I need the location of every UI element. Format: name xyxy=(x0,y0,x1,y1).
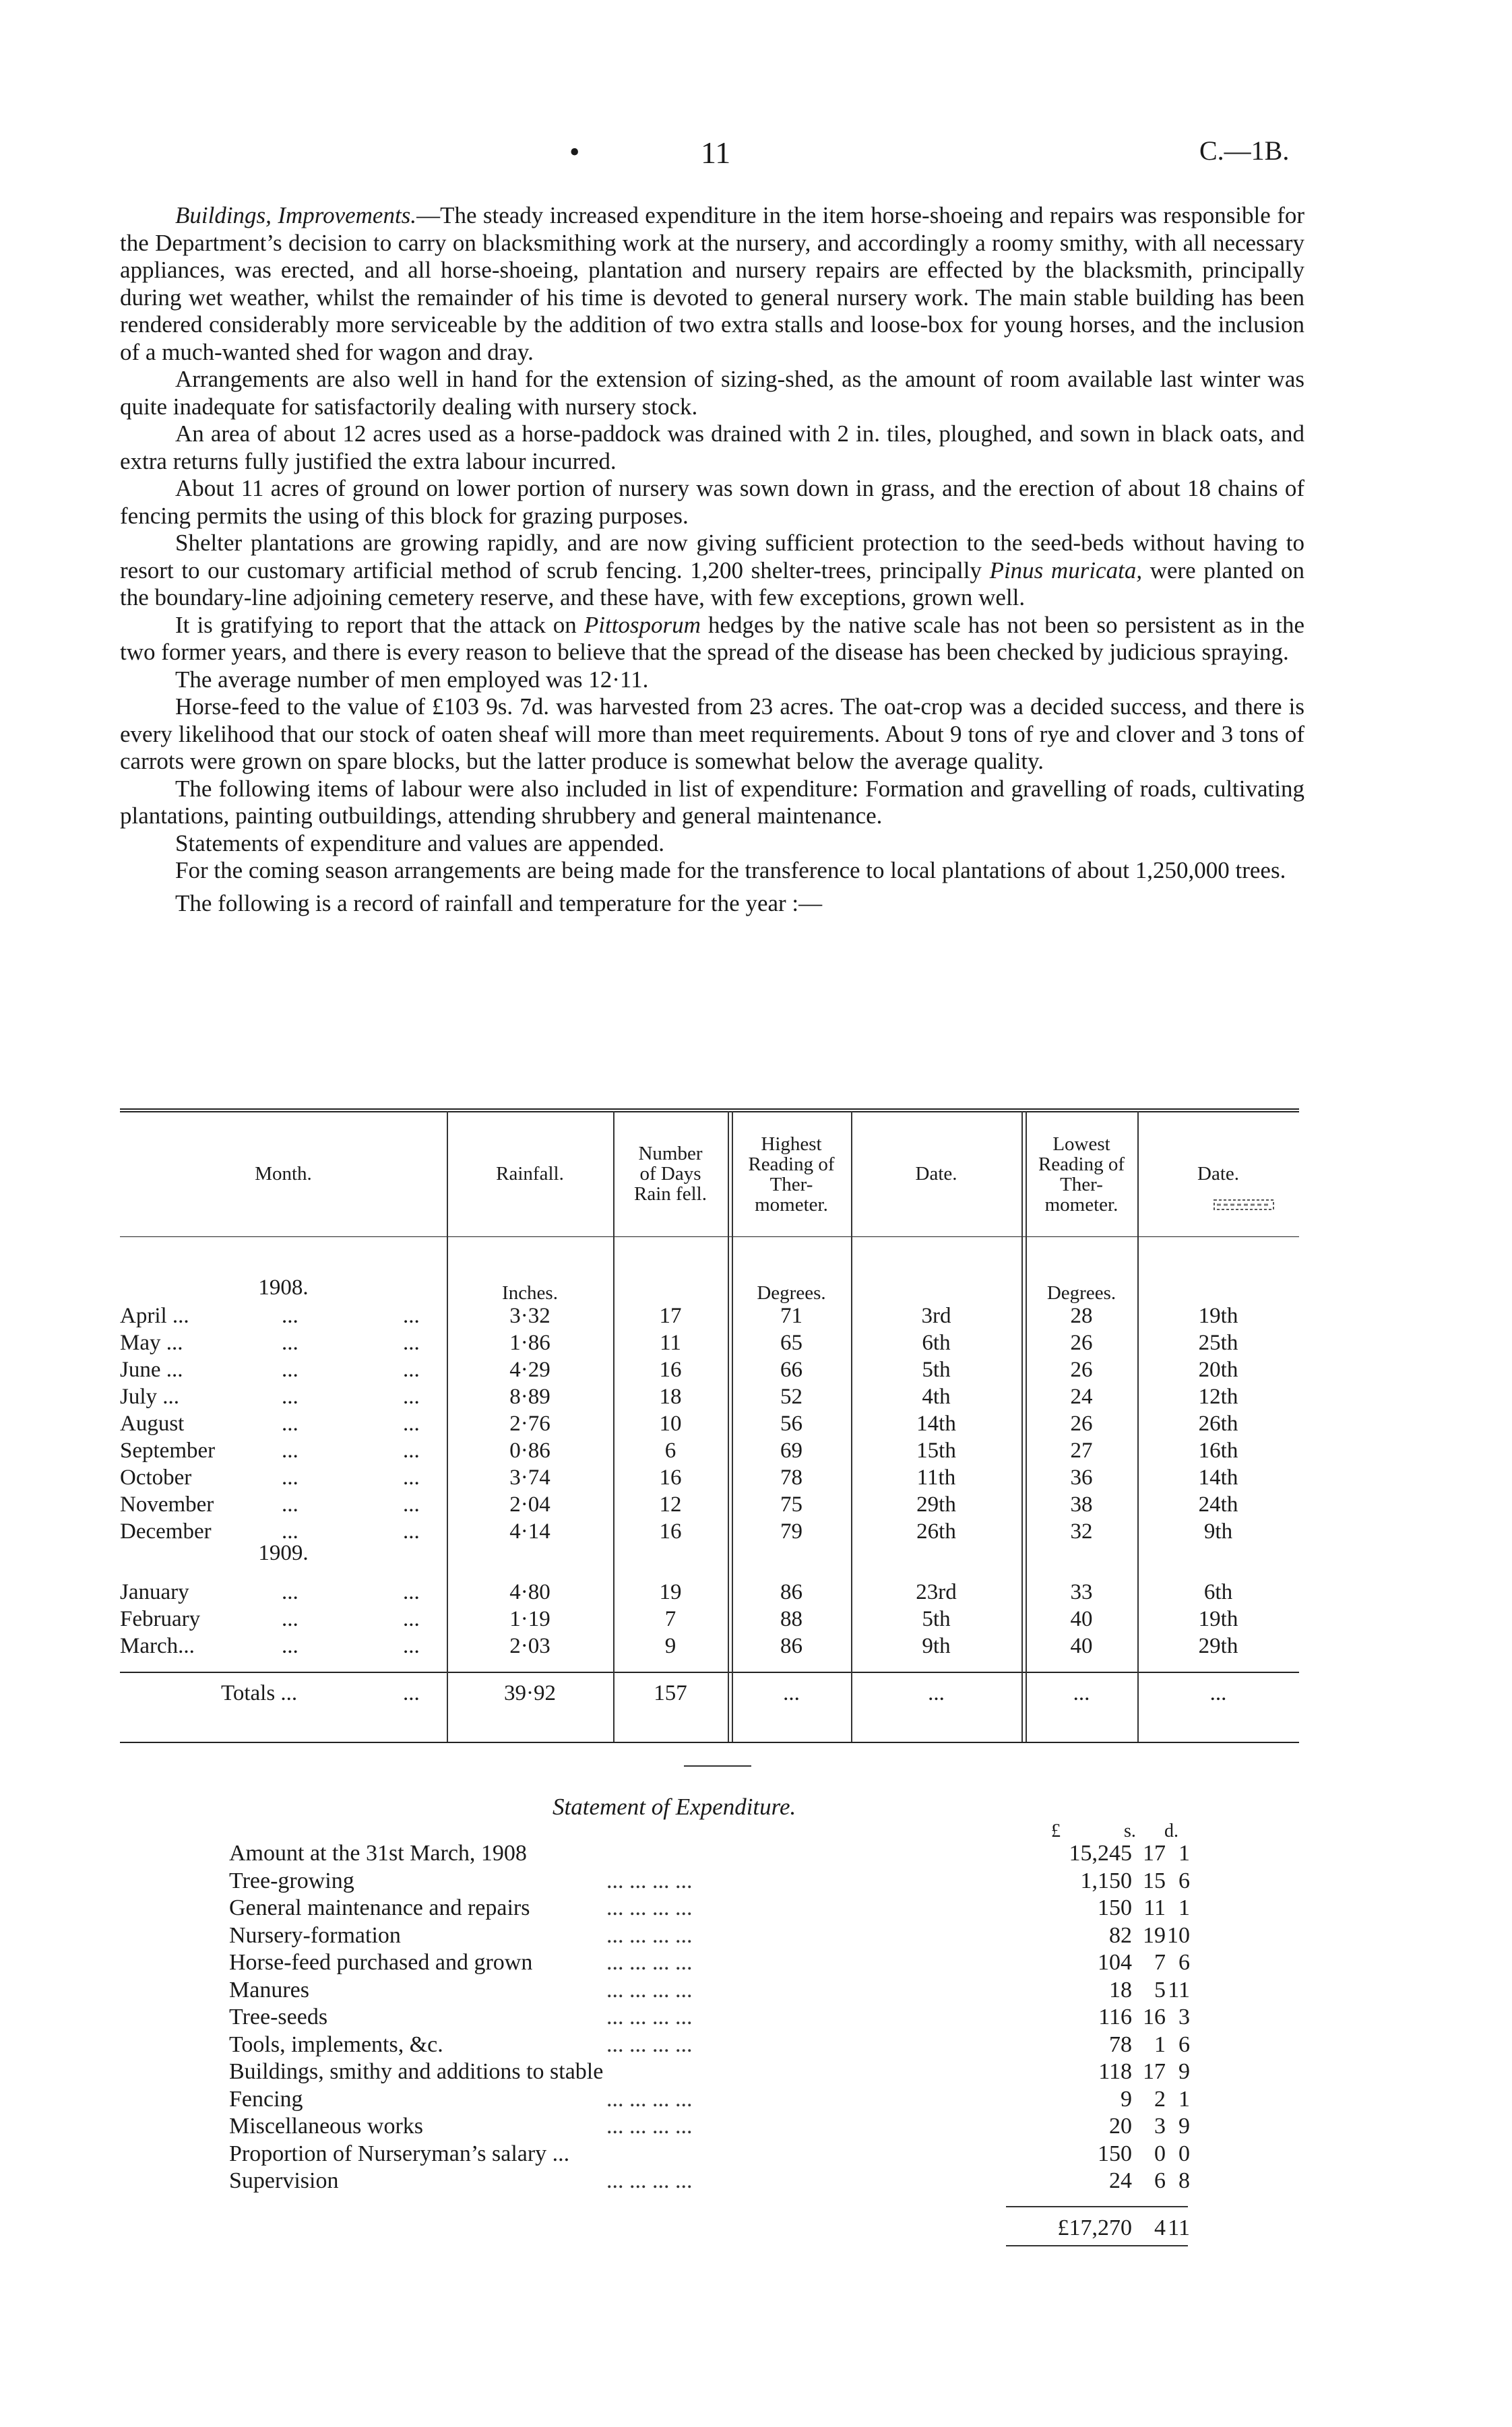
item-label: Manures xyxy=(229,1977,309,2003)
paragraph: About 11 acres of ground on lower portion of nursery was sown down in grass, and the erection of about 18 chains of fencing permits the using of this block for grazing purposes. xyxy=(120,475,1304,529)
highest-reading: 86 xyxy=(780,1580,802,1604)
item-shillings: 5 xyxy=(1154,1977,1166,2003)
item-label: General maintenance and repairs xyxy=(229,1895,530,1920)
item-pounds: 1,150 xyxy=(1080,1868,1132,1893)
header-rule xyxy=(120,1236,1299,1237)
lowest-reading: 38 xyxy=(1070,1492,1093,1517)
sum-rule xyxy=(1006,2206,1188,2207)
rainfall-value: 3·74 xyxy=(509,1465,550,1490)
leader-dots: ... ... ... ... xyxy=(606,1868,693,1893)
item-pounds: 150 xyxy=(1098,2141,1132,2166)
leader-dots: ... xyxy=(282,1607,298,1631)
item-pence: 1 xyxy=(1178,1841,1190,1866)
rainfall-value: 0·86 xyxy=(509,1439,550,1463)
paragraph: Statements of expenditure and values are appended. xyxy=(175,829,664,856)
item-shillings: 1 xyxy=(1154,2031,1166,2057)
item-pence: 9 xyxy=(1178,2059,1190,2084)
paragraph: For the coming season arrangements are being made for the transference to local plantations of about 1,250,000 trees. xyxy=(175,857,1286,883)
totals-dots: ... xyxy=(403,1681,420,1705)
column-rule xyxy=(1021,1111,1023,1742)
lowest-date: 19th xyxy=(1198,1607,1238,1631)
item-pence: 6 xyxy=(1178,2031,1190,2057)
leader-dots: ... xyxy=(282,1465,298,1490)
item-pence: 9 xyxy=(1178,2114,1190,2139)
month-name: October xyxy=(120,1465,192,1490)
lowest-date: 25th xyxy=(1198,1331,1238,1355)
item-pence: 10 xyxy=(1167,1922,1190,1948)
month-name: December xyxy=(120,1519,212,1544)
rain-days-value: 11 xyxy=(660,1331,681,1355)
table-top-rule xyxy=(120,1111,1299,1112)
highest-date: 5th xyxy=(922,1607,951,1631)
totals-label: Totals ... xyxy=(221,1681,298,1705)
rainfall-value: 4·80 xyxy=(509,1580,550,1604)
expenditure-item xyxy=(229,2114,1190,2141)
rain-days-value: 16 xyxy=(659,1519,682,1544)
leader-dots: ... xyxy=(282,1358,298,1382)
expenditure-item xyxy=(229,1922,1190,1951)
paragraph: Horse-feed to the value of £103 9s. 7d. was harvested from 23 acres. The oat-crop was a decided success, and there is every likelihood that our stock of oaten sheaf will more than meet requirements. About 9 tons of rye and clover and 3 tons of carrots were grown on spare blocks, but the latter produce is somewhat below the average quality. xyxy=(120,693,1304,774)
month-name: June ... xyxy=(120,1358,183,1382)
totals-highest: ... xyxy=(783,1681,800,1705)
leader-dots: ... ... ... ... xyxy=(606,2031,693,2057)
item-label: Tools, implements, &c. xyxy=(229,2031,443,2057)
currency-pence: d. xyxy=(1164,1821,1178,1841)
item-label: Buildings, smithy and additions to stable xyxy=(229,2059,604,2084)
rainfall-value: 2·04 xyxy=(509,1492,550,1517)
highest-date: 29th xyxy=(916,1492,956,1517)
leader-dots: ... xyxy=(403,1412,420,1436)
rainfall-value: 2·03 xyxy=(509,1634,550,1658)
expenditure-item xyxy=(229,2059,1190,2087)
leader-dots: ... xyxy=(403,1331,420,1355)
rain-days-value: 6 xyxy=(664,1439,676,1463)
item-pence: 1 xyxy=(1178,2086,1190,2112)
rain-days-value: 9 xyxy=(664,1634,676,1658)
highest-reading: 78 xyxy=(780,1465,802,1490)
month-name: September xyxy=(120,1439,216,1463)
highest-reading: 52 xyxy=(780,1385,802,1409)
month-name: February xyxy=(120,1607,201,1631)
rain-days-value: 19 xyxy=(659,1580,682,1604)
paragraph-text: Shelter plantations are growing rapidly, and are now giving sufficient protection to the seed-beds without having to resort to our customary artificial method of scrub fencing. 1,200 shelter-trees, principally xyxy=(120,530,1304,584)
expenditure-item xyxy=(229,2031,1190,2060)
lowest-reading: 40 xyxy=(1070,1607,1093,1631)
month-name: July ... xyxy=(120,1385,180,1409)
item-pounds: 116 xyxy=(1098,2005,1132,2029)
highest-date: 15th xyxy=(916,1439,956,1463)
paragraph: Arrangements are also well in hand for the extension of sizing-shed, as the amount of room available last winter was quite inadequate for satisfactorily dealing with nursery stock. xyxy=(120,366,1304,420)
lowest-date: 9th xyxy=(1203,1519,1233,1544)
leader-dots: ... xyxy=(403,1580,420,1604)
header-rainfall: Rainfall. xyxy=(496,1163,564,1185)
item-shillings: 19 xyxy=(1143,1922,1166,1948)
leader-dots: ... xyxy=(403,1385,420,1409)
item-label: Nursery-formation xyxy=(229,1922,401,1948)
header-line: Ther- xyxy=(1060,1174,1103,1195)
month-name: November xyxy=(120,1492,214,1517)
highest-date: 23rd xyxy=(916,1580,957,1604)
document-code: C.—1B. xyxy=(1199,135,1290,166)
leader-dots: ... ... ... ... xyxy=(606,2168,693,2193)
column-rule xyxy=(728,1111,729,1742)
rain-days-value: 16 xyxy=(659,1358,682,1382)
leader-dots: ... xyxy=(282,1385,298,1409)
item-shillings: 17 xyxy=(1143,2059,1166,2084)
species-name: Pinus muricata, xyxy=(989,557,1143,584)
highest-reading: 88 xyxy=(780,1607,802,1631)
lowest-reading: 32 xyxy=(1070,1519,1093,1544)
highest-date: 26th xyxy=(916,1519,956,1544)
lowest-reading: 24 xyxy=(1070,1385,1093,1409)
leader-dots: ... xyxy=(282,1519,298,1544)
totals-lowest: ... xyxy=(1073,1681,1090,1705)
month-name: March... xyxy=(120,1634,195,1658)
leader-dots: ... xyxy=(403,1607,420,1631)
item-pounds: 24 xyxy=(1109,2168,1132,2193)
lowest-date: 16th xyxy=(1198,1439,1238,1463)
rainfall-value: 1·86 xyxy=(509,1331,550,1355)
leader-dots: ... xyxy=(403,1304,420,1328)
item-shillings: 6 xyxy=(1154,2168,1166,2193)
month-name: August xyxy=(120,1412,185,1436)
rainfall-value: 1·19 xyxy=(509,1607,550,1631)
leader-dots: ... ... ... ... xyxy=(606,1895,693,1920)
highest-date: 4th xyxy=(922,1385,951,1409)
lowest-date: 20th xyxy=(1198,1358,1238,1382)
item-shillings: 15 xyxy=(1143,1868,1166,1893)
leader-dots: ... xyxy=(282,1304,298,1328)
paragraph-text: —The steady increased expenditure in the item horse-shoeing and repairs was responsible for the Department’s decision to carry on blacksmithing work at the nursery, and accordingly a roomy smithy, with all necessary appliances, was erected, and all horse-shoeing, plantation and nursery repairs are effected by the blacksmith, principally during wet weather, whilst the remainder of his time is devoted to general nursery work. The main stable building has been rendered considerably more serviceable by the addition of two extra stalls and loose-box for young horses, and the inclusion of a much-wanted shed for wagon and dray. xyxy=(120,202,1305,365)
leader-dots: ... xyxy=(282,1634,298,1658)
page-number: 11 xyxy=(701,135,731,170)
item-pounds: 15,245 xyxy=(1069,1841,1132,1866)
header-highest xyxy=(732,1134,851,1215)
highest-date: 9th xyxy=(922,1634,951,1658)
item-shillings: 0 xyxy=(1154,2141,1166,2166)
item-shillings: 3 xyxy=(1154,2114,1166,2139)
totals-rule xyxy=(120,1672,1299,1673)
header-month: Month. xyxy=(255,1163,312,1185)
item-pounds: 9 xyxy=(1121,2086,1132,2112)
lowest-reading: 26 xyxy=(1070,1331,1093,1355)
highest-reading: 66 xyxy=(780,1358,802,1382)
paragraph: The following items of labour were also included in list of expenditure: Formation and gravelling of roads, cultivating plantations, painting outbuildings, attending shrubbery and general maintenance. xyxy=(120,775,1304,829)
lowest-reading: 28 xyxy=(1070,1304,1093,1328)
total-pence: 11 xyxy=(1168,2215,1190,2240)
header-date-low: Date. xyxy=(1197,1163,1239,1185)
expenditure-item xyxy=(229,1841,1190,1868)
lowest-reading: 33 xyxy=(1070,1580,1093,1604)
highest-reading: 65 xyxy=(780,1331,802,1355)
rainfall-value: 3·32 xyxy=(509,1304,550,1328)
totals-date-low: ... xyxy=(1209,1681,1227,1705)
item-shillings: 11 xyxy=(1143,1895,1166,1920)
header-date-high: Date. xyxy=(915,1163,957,1185)
header-line: mometer. xyxy=(755,1194,828,1216)
highest-reading: 69 xyxy=(780,1439,802,1463)
lowest-date: 24th xyxy=(1198,1492,1238,1517)
expenditure-item xyxy=(229,1977,1190,2005)
expenditure-item xyxy=(229,2141,1190,2169)
rainfall-table xyxy=(120,1108,1299,1742)
header-line: Reading of xyxy=(748,1154,835,1175)
highest-date: 3rd xyxy=(921,1304,951,1328)
highest-date: 14th xyxy=(916,1412,956,1436)
lowest-reading: 40 xyxy=(1070,1634,1093,1658)
item-pence: 3 xyxy=(1178,2005,1190,2029)
expenditure-item xyxy=(229,2168,1190,2196)
rainfall-value: 4·29 xyxy=(509,1358,550,1382)
leader-dots: ... ... ... ... xyxy=(606,2005,693,2029)
species-name: Pittosporum xyxy=(584,611,701,638)
highest-date: 6th xyxy=(922,1331,951,1355)
month-name: May ... xyxy=(120,1331,183,1355)
section-heading: Buildings, Improvements. xyxy=(175,202,417,228)
table-intro: The following is a record of rainfall and temperature for the year :— xyxy=(175,889,823,916)
rainfall-value: 8·89 xyxy=(509,1385,550,1409)
rain-days-value: 17 xyxy=(659,1304,682,1328)
expenditure-total xyxy=(229,2215,1190,2243)
total-pounds: £17,270 xyxy=(1057,2215,1132,2240)
header-line: Ther- xyxy=(769,1174,813,1195)
highest-date: 11th xyxy=(916,1465,956,1490)
item-pounds: 104 xyxy=(1098,1950,1132,1975)
report-body xyxy=(120,202,1304,917)
item-shillings: 17 xyxy=(1143,1841,1166,1866)
totals-days: 157 xyxy=(654,1681,687,1705)
leader-dots: ... ... ... ... xyxy=(606,1922,693,1948)
year-1908: 1908. xyxy=(258,1275,309,1300)
expenditure-item xyxy=(229,1868,1190,1896)
leader-dots: ... xyxy=(282,1580,298,1604)
totals-rainfall: 39·92 xyxy=(504,1681,556,1705)
highest-date: 5th xyxy=(922,1358,951,1382)
expenditure-statement xyxy=(0,1765,1512,2304)
header-line: Number xyxy=(638,1143,703,1164)
paragraph-text: were planted on the boundary-line adjoining cemetery reserve, and these have, with few exceptions, grown well. xyxy=(120,557,1304,610)
rain-days-value: 16 xyxy=(659,1465,682,1490)
header-line: Lowest xyxy=(1052,1133,1110,1155)
leader-dots: ... ... ... ... xyxy=(606,1950,693,1975)
year-1909: 1909. xyxy=(258,1541,309,1565)
leader-dots: ... xyxy=(403,1519,420,1544)
header-lowest xyxy=(1026,1134,1137,1215)
item-pence: 8 xyxy=(1178,2168,1190,2193)
item-label: Tree-seeds xyxy=(229,2005,328,2029)
page-header xyxy=(0,135,1512,175)
leader-dots: ... xyxy=(403,1465,420,1490)
item-pence: 6 xyxy=(1178,1868,1190,1893)
highest-reading: 86 xyxy=(780,1634,802,1658)
paragraph xyxy=(120,612,1304,666)
paragraph-text: It is gratifying to report that the attack on xyxy=(175,611,584,638)
leader-dots: ... xyxy=(403,1439,420,1463)
totals-date-high: ... xyxy=(928,1681,945,1705)
leader-dots: ... xyxy=(282,1439,298,1463)
highest-reading: 56 xyxy=(780,1412,802,1436)
item-pence: 1 xyxy=(1178,1895,1190,1920)
lowest-reading: 26 xyxy=(1070,1412,1093,1436)
item-pounds: 150 xyxy=(1098,1895,1132,1920)
header-line: Reading of xyxy=(1038,1154,1125,1175)
item-pounds: 20 xyxy=(1109,2114,1132,2139)
rain-days-value: 12 xyxy=(659,1492,682,1517)
header-days xyxy=(613,1143,728,1204)
leader-dots: ... xyxy=(403,1634,420,1658)
item-label: Amount at the 31st March, 1908 xyxy=(229,1841,527,1866)
expenditure-item xyxy=(229,1895,1190,1923)
expenditure-item xyxy=(229,2086,1190,2114)
month-name: April ... xyxy=(120,1304,189,1328)
lowest-date: 26th xyxy=(1198,1412,1238,1436)
rain-days-value: 7 xyxy=(664,1607,676,1631)
item-pounds: 118 xyxy=(1098,2059,1132,2084)
leader-dots: ... xyxy=(403,1492,420,1517)
leader-dots: ... ... ... ... xyxy=(606,2114,693,2139)
item-label: Miscellaneous works xyxy=(229,2114,424,2139)
item-label: Tree-growing xyxy=(229,1868,354,1893)
table-top-rule xyxy=(120,1108,1299,1110)
expenditure-item xyxy=(229,2005,1190,2032)
paragraph-text: hedges by the native scale has not been so persistent as in the two former years, and there is every reason to believe that the spread of the disease has been checked by judicious spraying. xyxy=(120,611,1304,665)
lowest-reading: 36 xyxy=(1070,1465,1093,1490)
leader-dots: ... ... ... ... xyxy=(606,2086,693,2112)
currency-shillings: s. xyxy=(1124,1821,1136,1841)
item-label: Fencing xyxy=(229,2086,303,2112)
paragraph: The average number of men employed was 12·11. xyxy=(175,666,649,693)
lowest-date: 6th xyxy=(1203,1580,1233,1604)
total-rule xyxy=(1006,2245,1188,2246)
lowest-reading: 27 xyxy=(1070,1439,1093,1463)
highest-reading: 75 xyxy=(780,1492,802,1517)
unit-highest: Degrees. xyxy=(757,1282,826,1304)
item-pence: 6 xyxy=(1178,1950,1190,1975)
header-line: mometer. xyxy=(1044,1194,1119,1216)
highest-reading: 79 xyxy=(780,1519,802,1544)
header-line: Highest xyxy=(761,1133,822,1155)
leader-dots: ... xyxy=(282,1331,298,1355)
rain-days-value: 10 xyxy=(659,1412,682,1436)
item-pounds: 82 xyxy=(1109,1922,1132,1948)
stamp-mark xyxy=(1210,1196,1278,1215)
currency-pounds: £ xyxy=(1051,1821,1061,1841)
expenditure-item xyxy=(229,1950,1190,1978)
item-pence: 0 xyxy=(1178,2141,1190,2166)
item-pounds: 78 xyxy=(1109,2031,1132,2057)
header-line: of Days xyxy=(639,1163,701,1185)
total-shillings: 4 xyxy=(1154,2215,1166,2240)
paragraph xyxy=(120,202,1304,366)
leader-dots: ... ... ... ... xyxy=(606,1977,693,2003)
paragraph: An area of about 12 acres used as a horse-paddock was drained with 2 in. tiles, ploughed, and sown in black oats, and extra returns fully justified the extra labour incurred. xyxy=(120,420,1304,474)
paragraph xyxy=(120,530,1304,612)
unit-lowest: Degrees. xyxy=(1046,1282,1116,1304)
month-name: January xyxy=(120,1580,189,1604)
item-shillings: 16 xyxy=(1143,2005,1166,2029)
item-label: Proportion of Nurseryman’s salary ... xyxy=(229,2141,570,2166)
rainfall-value: 4·14 xyxy=(509,1519,550,1544)
expenditure-title: Statement of Expenditure. xyxy=(553,1794,796,1820)
highest-reading: 71 xyxy=(780,1304,802,1328)
item-label: Supervision xyxy=(229,2168,339,2193)
lowest-date: 29th xyxy=(1198,1634,1238,1658)
section-rule xyxy=(684,1765,751,1767)
item-shillings: 7 xyxy=(1154,1950,1166,1975)
leader-dots: ... xyxy=(282,1412,298,1436)
item-pounds: 18 xyxy=(1109,1977,1132,2003)
lowest-date: 14th xyxy=(1198,1465,1238,1490)
lowest-date: 19th xyxy=(1198,1304,1238,1328)
unit-rainfall: Inches. xyxy=(502,1282,558,1304)
leader-dots: ... xyxy=(282,1492,298,1517)
item-pence: 11 xyxy=(1168,1977,1190,2003)
rain-days-value: 18 xyxy=(659,1385,682,1409)
lowest-reading: 26 xyxy=(1070,1358,1093,1382)
leader-dots: ... xyxy=(403,1358,420,1382)
rainfall-value: 2·76 xyxy=(509,1412,550,1436)
table-bottom-rule xyxy=(120,1742,1299,1743)
lowest-date: 12th xyxy=(1198,1385,1238,1409)
item-shillings: 2 xyxy=(1154,2086,1166,2112)
header-line: Rain fell. xyxy=(634,1183,707,1205)
header-bullet: • xyxy=(569,135,580,168)
item-label: Horse-feed purchased and grown xyxy=(229,1950,533,1975)
